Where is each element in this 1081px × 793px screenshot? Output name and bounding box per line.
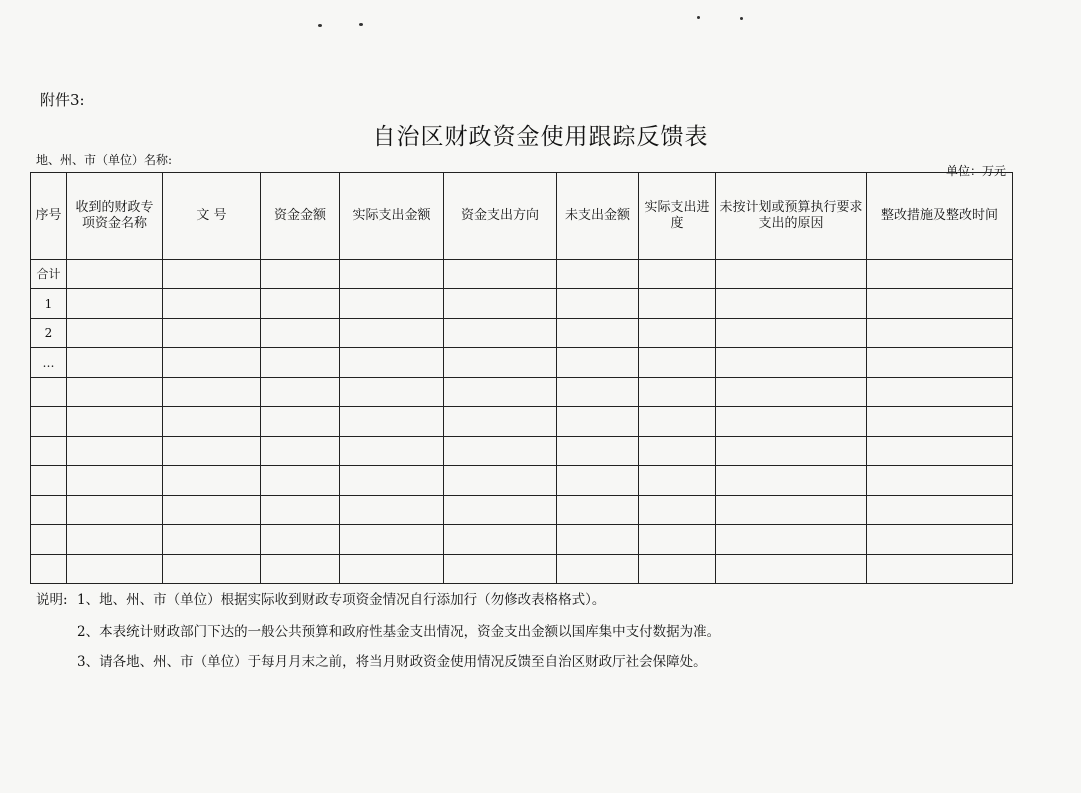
row-label-cell[interactable]: 合计 xyxy=(31,260,67,289)
data-cell[interactable] xyxy=(867,289,1013,318)
data-cell[interactable] xyxy=(867,348,1013,377)
data-cell[interactable] xyxy=(261,318,340,347)
data-cell[interactable] xyxy=(557,377,639,406)
data-cell[interactable] xyxy=(716,289,867,318)
row-label-cell[interactable] xyxy=(31,436,67,465)
data-cell[interactable] xyxy=(67,554,163,583)
data-cell[interactable] xyxy=(67,318,163,347)
data-cell[interactable] xyxy=(867,525,1013,554)
header-cell: 整改措施及整改时间 xyxy=(867,173,1013,260)
data-cell[interactable] xyxy=(639,289,716,318)
data-cell[interactable] xyxy=(261,436,340,465)
data-cell[interactable] xyxy=(444,260,557,289)
header-cell: 文 号 xyxy=(163,173,261,260)
data-cell[interactable] xyxy=(163,289,261,318)
data-cell[interactable] xyxy=(639,318,716,347)
table-row xyxy=(31,554,1013,583)
data-cell[interactable] xyxy=(557,525,639,554)
attachment-label: 附件3: xyxy=(40,91,85,109)
data-cell[interactable] xyxy=(716,260,867,289)
data-cell[interactable] xyxy=(67,260,163,289)
data-cell[interactable] xyxy=(557,436,639,465)
data-cell[interactable] xyxy=(867,318,1013,347)
table-row xyxy=(31,377,1013,406)
row-label-cell[interactable] xyxy=(31,554,67,583)
data-cell[interactable] xyxy=(867,554,1013,583)
notes-label: 说明: xyxy=(36,592,68,608)
data-cell[interactable] xyxy=(261,260,340,289)
row-label-cell[interactable] xyxy=(31,525,67,554)
header-cell: 资金支出方向 xyxy=(444,173,557,260)
data-cell[interactable] xyxy=(163,377,261,406)
data-cell[interactable] xyxy=(261,495,340,524)
data-cell[interactable] xyxy=(444,525,557,554)
data-cell[interactable] xyxy=(639,495,716,524)
data-cell[interactable] xyxy=(67,289,163,318)
header-cell: 未支出金额 xyxy=(557,173,639,260)
data-cell[interactable] xyxy=(163,436,261,465)
data-cell[interactable] xyxy=(557,318,639,347)
region-name-label: 地、州、市（单位）名称: xyxy=(36,153,173,167)
data-cell[interactable] xyxy=(557,348,639,377)
data-cell[interactable] xyxy=(557,260,639,289)
header-cell: 资金金额 xyxy=(261,173,340,260)
data-cell[interactable] xyxy=(639,377,716,406)
row-label-cell[interactable] xyxy=(31,495,67,524)
row-label-cell[interactable]: … xyxy=(31,348,67,377)
data-cell[interactable] xyxy=(340,260,444,289)
data-cell[interactable] xyxy=(163,525,261,554)
data-cell[interactable] xyxy=(340,407,444,436)
data-cell[interactable] xyxy=(716,407,867,436)
data-cell[interactable] xyxy=(867,377,1013,406)
data-cell[interactable] xyxy=(444,436,557,465)
data-cell[interactable] xyxy=(444,377,557,406)
data-cell[interactable] xyxy=(639,348,716,377)
data-cell[interactable] xyxy=(67,348,163,377)
data-cell[interactable] xyxy=(261,554,340,583)
data-cell[interactable] xyxy=(67,466,163,495)
data-cell[interactable] xyxy=(639,407,716,436)
data-cell[interactable] xyxy=(557,466,639,495)
data-cell[interactable] xyxy=(639,525,716,554)
header-cell: 实际支出进度 xyxy=(639,173,716,260)
data-cell[interactable] xyxy=(340,525,444,554)
data-cell[interactable] xyxy=(163,318,261,347)
table-header-row xyxy=(31,173,1013,260)
data-cell[interactable] xyxy=(163,407,261,436)
table-row xyxy=(31,318,1013,347)
data-cell[interactable] xyxy=(444,318,557,347)
data-cell[interactable] xyxy=(716,466,867,495)
data-cell[interactable] xyxy=(340,466,444,495)
data-cell[interactable] xyxy=(639,436,716,465)
data-cell[interactable] xyxy=(867,407,1013,436)
data-cell[interactable] xyxy=(716,348,867,377)
row-label-cell[interactable]: 2 xyxy=(31,318,67,347)
data-cell[interactable] xyxy=(340,377,444,406)
data-cell[interactable] xyxy=(67,525,163,554)
data-cell[interactable] xyxy=(867,260,1013,289)
table-row xyxy=(31,495,1013,524)
data-cell[interactable] xyxy=(261,407,340,436)
data-cell[interactable] xyxy=(163,554,261,583)
data-cell[interactable] xyxy=(444,348,557,377)
header-cell: 未按计划或预算执行要求支出的原因 xyxy=(716,173,867,260)
data-cell[interactable] xyxy=(716,554,867,583)
data-cell[interactable] xyxy=(557,289,639,318)
data-cell[interactable] xyxy=(163,466,261,495)
note-item: 2、本表统计财政部门下达的一般公共预算和政府性基金支出情况，资金支出金额以国库集中支付数据为准。 xyxy=(77,624,721,640)
data-cell[interactable] xyxy=(261,377,340,406)
data-cell[interactable] xyxy=(261,466,340,495)
table-row xyxy=(31,436,1013,465)
header-cell: 实际支出金额 xyxy=(340,173,444,260)
data-cell[interactable] xyxy=(67,407,163,436)
note-item: 3、请各地、州、市（单位）于每月月末之前，将当月财政资金使用情况反馈至自治区财政厅社会保障处。 xyxy=(77,654,707,670)
data-cell[interactable] xyxy=(340,495,444,524)
scan-speck xyxy=(740,17,743,20)
table-row xyxy=(31,407,1013,436)
data-cell[interactable] xyxy=(557,495,639,524)
header-cell: 收到的财政专项资金名称 xyxy=(67,173,163,260)
data-cell[interactable] xyxy=(639,260,716,289)
scan-speck xyxy=(318,24,322,27)
data-cell[interactable] xyxy=(639,554,716,583)
data-cell[interactable] xyxy=(716,525,867,554)
data-cell[interactable] xyxy=(444,466,557,495)
data-cell[interactable] xyxy=(444,407,557,436)
row-label-cell[interactable] xyxy=(31,466,67,495)
row-label-cell[interactable]: 1 xyxy=(31,289,67,318)
data-cell[interactable] xyxy=(716,495,867,524)
note-item: 1、地、州、市（单位）根据实际收到财政专项资金情况自行添加行（勿修改表格格式）。 xyxy=(77,592,606,608)
unit-label: 单位：万元 xyxy=(946,164,1007,178)
data-cell[interactable] xyxy=(639,466,716,495)
data-cell[interactable] xyxy=(867,436,1013,465)
data-cell[interactable] xyxy=(261,289,340,318)
table-row xyxy=(31,525,1013,554)
data-cell[interactable] xyxy=(261,348,340,377)
data-cell[interactable] xyxy=(163,348,261,377)
data-cell[interactable] xyxy=(557,554,639,583)
scan-speck xyxy=(359,23,363,26)
data-cell[interactable] xyxy=(340,348,444,377)
header-cell: 序号 xyxy=(31,173,67,260)
scan-speck xyxy=(697,16,700,19)
feedback-table xyxy=(30,172,1013,584)
data-cell[interactable] xyxy=(716,377,867,406)
data-cell[interactable] xyxy=(867,495,1013,524)
table-row xyxy=(31,466,1013,495)
data-cell[interactable] xyxy=(67,495,163,524)
table-row xyxy=(31,289,1013,318)
data-cell[interactable] xyxy=(716,318,867,347)
data-cell[interactable] xyxy=(340,289,444,318)
page-title: 自治区财政资金使用跟踪反馈表 xyxy=(372,124,709,150)
row-label-cell[interactable] xyxy=(31,407,67,436)
data-cell[interactable] xyxy=(557,407,639,436)
data-cell[interactable] xyxy=(340,436,444,465)
data-cell[interactable] xyxy=(163,495,261,524)
data-cell[interactable] xyxy=(444,495,557,524)
data-cell[interactable] xyxy=(163,260,261,289)
data-cell[interactable] xyxy=(340,318,444,347)
row-label-cell[interactable] xyxy=(31,377,67,406)
data-cell[interactable] xyxy=(444,289,557,318)
data-cell[interactable] xyxy=(716,436,867,465)
data-cell[interactable] xyxy=(340,554,444,583)
data-cell[interactable] xyxy=(867,466,1013,495)
data-cell[interactable] xyxy=(261,525,340,554)
data-cell[interactable] xyxy=(444,554,557,583)
table-row xyxy=(31,348,1013,377)
data-cell[interactable] xyxy=(67,377,163,406)
data-cell[interactable] xyxy=(67,436,163,465)
table-row xyxy=(31,260,1013,289)
